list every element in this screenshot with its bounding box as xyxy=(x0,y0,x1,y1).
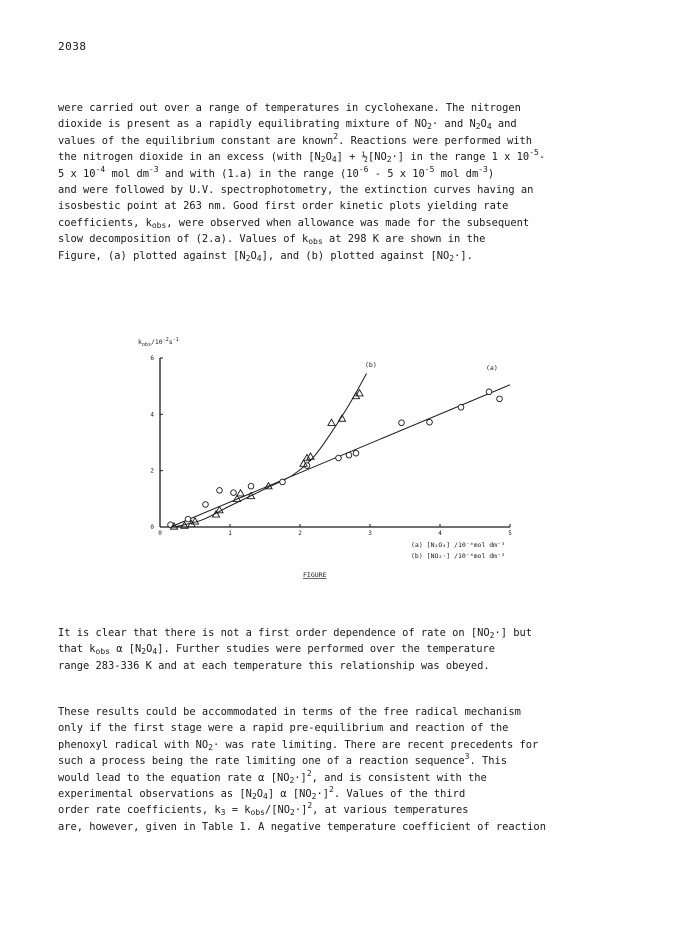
svg-text:kobs/10-2s-1: $k_{obs}/10^{-2}s^{-1}$ xyxy=(138,337,179,348)
data-point-a xyxy=(185,516,191,522)
data-point-a xyxy=(231,490,237,496)
y-tick-label: 4 xyxy=(150,411,154,419)
y-axis-label xyxy=(138,337,179,348)
kobs-figure xyxy=(128,334,578,584)
data-point-a xyxy=(427,419,433,425)
y-tick-label: 2 xyxy=(150,467,154,475)
data-point-a xyxy=(399,420,405,426)
data-point-a xyxy=(203,502,209,508)
data-point-a xyxy=(217,488,223,494)
x-axis-label-b: (b) [NO₂·] /10⁻⁴mol dm⁻³ xyxy=(411,552,505,560)
page-number: 2038 xyxy=(58,40,87,53)
series-label-a: (a) xyxy=(486,364,498,372)
data-point-a xyxy=(346,452,352,458)
figure-caption: FIGURE xyxy=(303,571,327,579)
data-point-a xyxy=(248,483,254,489)
x-tick-label: 2 xyxy=(298,530,302,537)
data-point-a xyxy=(486,389,492,395)
data-point-a xyxy=(497,396,503,402)
series-label-b: (b) xyxy=(365,361,377,369)
data-point-b xyxy=(328,419,335,425)
x-axis-label-a: (a) [N₂O₄] /10⁻⁴mol dm⁻³ xyxy=(411,541,505,549)
data-point-a xyxy=(353,450,359,456)
data-point-a xyxy=(458,404,464,410)
x-tick-label: 1 xyxy=(228,530,232,537)
data-point-a xyxy=(280,479,286,485)
x-tick-label: 5 xyxy=(508,530,512,537)
data-point-a xyxy=(336,455,342,461)
x-tick-label: 0 xyxy=(158,530,162,537)
x-tick-label: 4 xyxy=(438,530,442,537)
y-tick-label: 0 xyxy=(150,524,154,531)
data-point-b xyxy=(237,490,244,496)
y-tick-label: 6 xyxy=(150,355,154,362)
paragraph-2: It is clear that there is not a first order dependence of rate on $[NO_2\cdot]$ but that $k_{obs}$ α $[N_2O_4]$. Further studies were performed over the temperature range 283-336 K and at each temperature this relationship was obeyed. xyxy=(58,627,533,672)
x-tick-label: 3 xyxy=(368,530,372,537)
paragraph-3: These results could be accommodated in terms of the free radical mechanism only if the first stage were a rapid pre-equilibrium and reaction of the phenoxyl radical with $NO_2\cdot$ was rate limiting. There are recent precedents for such a process being the rate limiting one of a reaction sequence$^3$. This would lead to the equation rate α $[NO_2\cdot]^2$, and is consistent with the experimental observations as $[N_2O_4]$ α $[NO_2\cdot]^2$. Values of the third order rate coefficients, $k_3 = k_{obs}/[NO_2\cdot]^2$, at various temperatures are, however, given in Table 1. A negative temperature coefficient of reaction xyxy=(58,706,546,833)
paragraph-1: were carried out over a range of temperatures in cyclohexane. The nitrogen dioxide is present as a rapidly equilibrating mixture of $NO_2\cdot$ and $N_2O_4$ and values of the equilibrium constant are known$^2$. Reactions were performed with the nitrogen dioxide in an excess (with $[N_2O_4]$ + $\frac{1}{2}[NO_2\cdot]$ in the range 1 x $10^{-5}-$ 5 x $10^{-4}$ mol $dm^{-3}$ and with (1.a) in the range ($10^{-6} - 5$ x $10^{-5}$ mol $dm^{-3}$) and were followed by U.V. spectrophotometry, the extinction curves having an isosbestic point at 263 nm. Good first order kinetic plots yielding rate coefficients, $k_{obs}$, were observed when allowance was made for the subsequent slow decomposition of (2.a). Values of $k_{obs}$ at 298 K are shown in the Figure, (a) plotted against $[N_2O_4]$, and (b) plotted against $[NO_2\cdot]$. xyxy=(58,102,546,263)
